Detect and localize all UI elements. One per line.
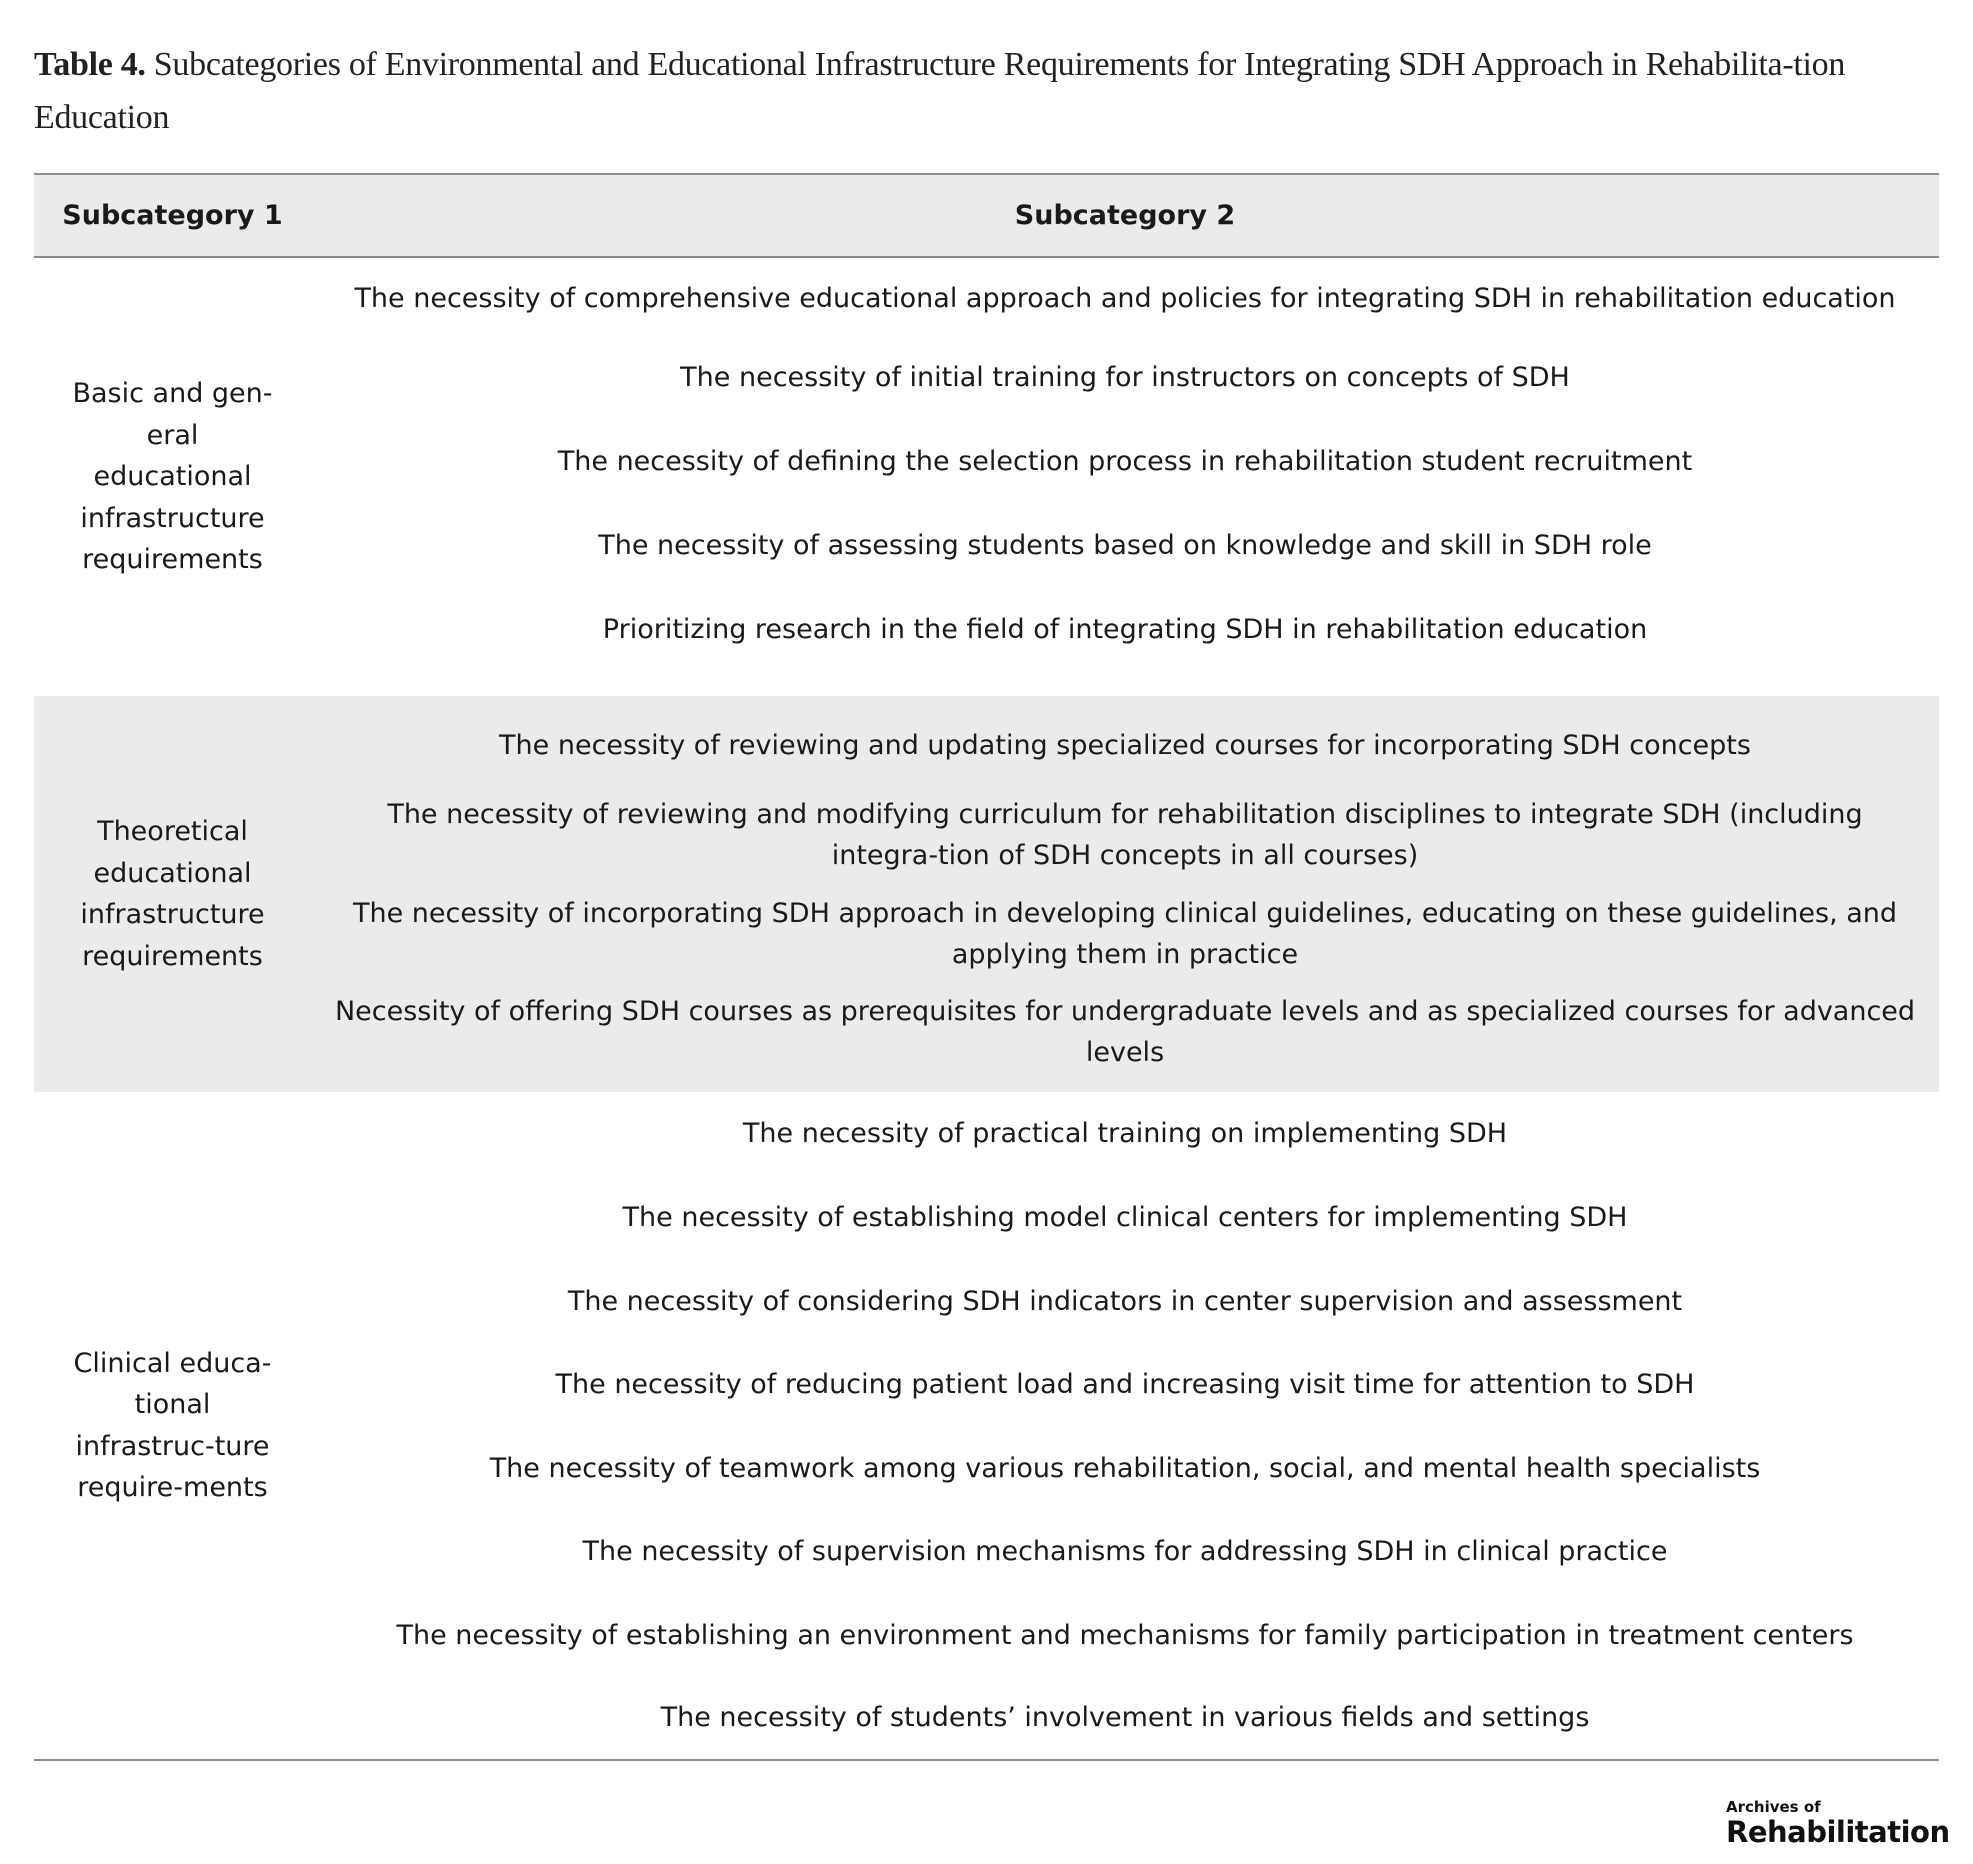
logo-line-1: Archives of: [1726, 1798, 1821, 1816]
table-caption: [34, 38, 1939, 144]
table-row: [311, 1594, 1939, 1678]
subcategory2-item: The necessity of assessing students based on knowledge and skill in SDH role: [598, 530, 1652, 562]
table-row: [311, 1343, 1939, 1427]
subcategory2-item: The necessity of defining the selection process in rehabilitation student recruitment: [557, 446, 1693, 478]
table-row: [311, 1510, 1939, 1594]
subcategory2-item: Necessity of offering SDH courses as prerequisites for undergraduate levels and as specialized courses for advanced levels: [334, 995, 1916, 1068]
header-subcategory-2: Subcategory 2: [1014, 200, 1236, 231]
subcategory1-cell: [34, 258, 311, 696]
subcategory2-item: The necessity of teamwork among various rehabilitation, social, and mental health specialists: [489, 1452, 1761, 1484]
subcategory1-cell: [34, 696, 311, 1092]
table-row: [311, 1427, 1939, 1510]
table-row: [311, 886, 1939, 982]
subcategory2-item: The necessity of reducing patient load and increasing visit time for attention to SDH: [555, 1369, 1695, 1401]
subcategory2-item: The necessity of students’ involvement in various fields and settings: [660, 1702, 1590, 1734]
table-row: [311, 1092, 1939, 1176]
subcategory2-item: The necessity of establishing an environment and mechanisms for family participation in treatment centers: [396, 1620, 1854, 1652]
journal-logo: [1726, 1798, 1950, 1854]
subcategory2-item: The necessity of considering SDH indicators in center supervision and assessment: [567, 1285, 1683, 1317]
subcategory1-label: Basic and gen-eral educational infrastructure requirements: [72, 378, 273, 576]
subcategory2-item: The necessity of supervision mechanisms for addressing SDH in clinical practice: [582, 1536, 1668, 1568]
table-row: [311, 420, 1939, 504]
subcategory2-item: Prioritizing research in the field of integrating SDH in rehabilitation education: [602, 614, 1648, 646]
table-row: [311, 1260, 1939, 1343]
table-title: Subcategories of Environmental and Educational Infrastructure Requirements for Integrating SDH Approach in Rehabilita-tion Education: [34, 46, 1846, 136]
table-row: [311, 262, 1939, 336]
table-row: [311, 504, 1939, 588]
table-bottom-rule: [34, 1759, 1939, 1761]
table-row: [311, 1678, 1939, 1758]
table-label: Table 4.: [34, 46, 146, 83]
subcategory2-item: The necessity of comprehensive educational approach and policies for integrating SDH in rehabilitation education: [354, 283, 1896, 315]
table-group-basic: [34, 258, 1939, 696]
subcategory1-label: Theoretical educational infrastructure requirements: [80, 816, 265, 972]
table-row: [311, 708, 1939, 784]
header-subcategory-1: Subcategory 1: [62, 200, 283, 231]
table-row: [311, 784, 1939, 886]
table-group-clinical: [34, 1092, 1939, 1759]
subcategory2-item: The necessity of practical training on implementing SDH: [742, 1118, 1508, 1150]
table-row: [311, 336, 1939, 420]
logo-line-2: Rehabilitation: [1726, 1815, 1950, 1849]
table-group-theoretical: [34, 696, 1939, 1092]
subcategory1-cell: [34, 1092, 311, 1759]
subcategory2-item: The necessity of incorporating SDH approach in developing clinical guidelines, educating on these guidelines, and applying them in practice: [352, 897, 1898, 970]
subcategory2-item: The necessity of reviewing and updating specialized courses for incorporating SDH concepts: [499, 730, 1751, 762]
table-row: [311, 982, 1939, 1082]
subcategory2-item: The necessity of establishing model clinical centers for implementing SDH: [622, 1202, 1628, 1234]
subcategory2-item: The necessity of reviewing and modifying curriculum for rehabilitation disciplines to integrate SDH (including integra-tion of SDH concepts in all courses): [387, 798, 1863, 871]
table-header: [34, 175, 1939, 258]
subcategory2-item: The necessity of initial training for instructors on concepts of SDH: [680, 362, 1570, 394]
table-row: [311, 1176, 1939, 1260]
table-row: [311, 588, 1939, 672]
subcategory1-label: Clinical educa-tional infrastruc-ture require-ments: [73, 1347, 272, 1503]
